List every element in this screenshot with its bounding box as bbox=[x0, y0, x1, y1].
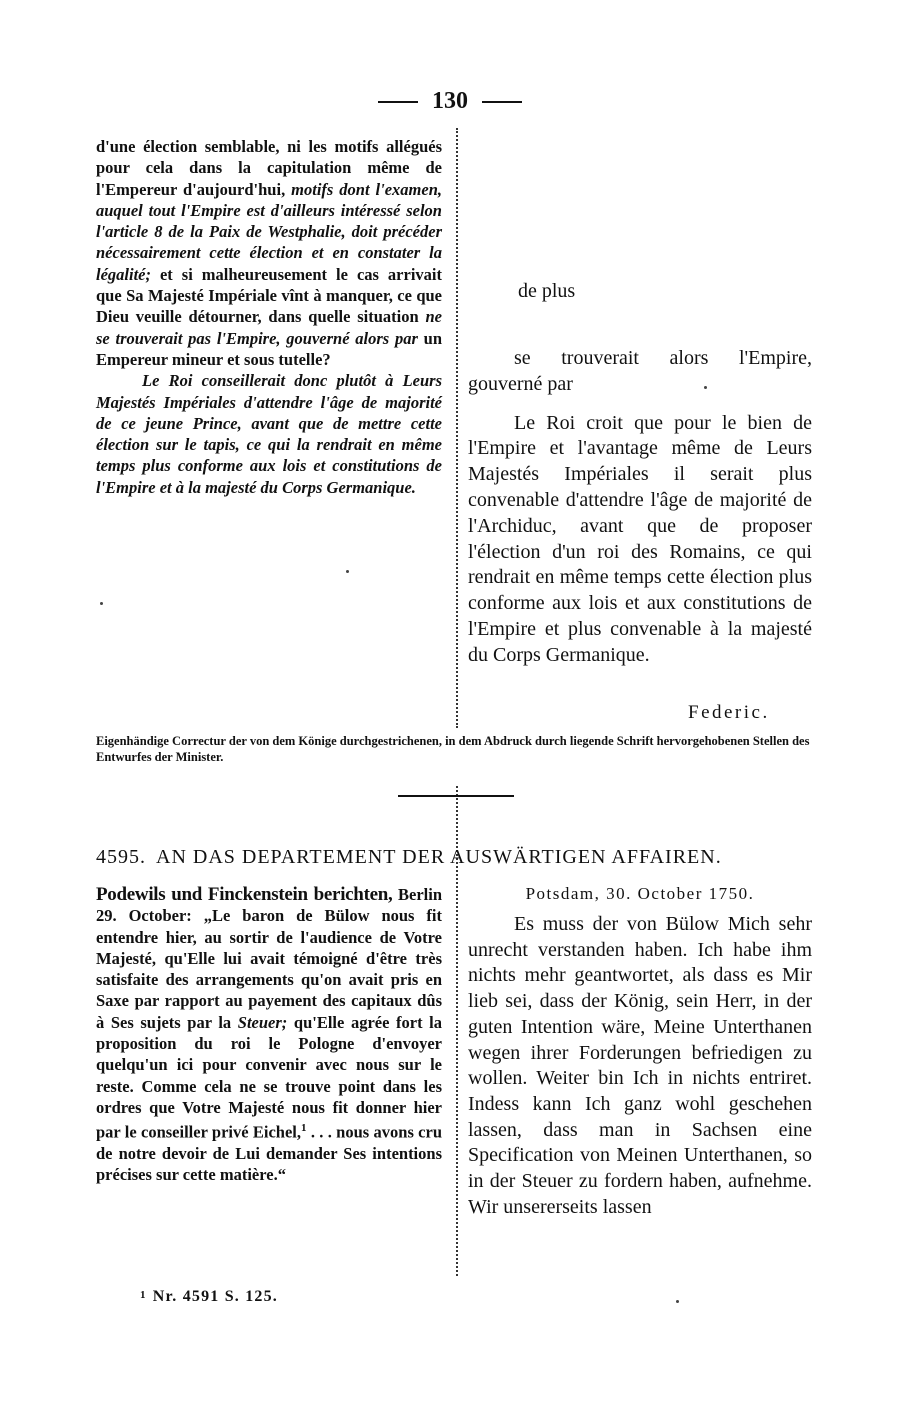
section-title: AN DAS DEPARTEMENT DER AUSWÄRTIGEN AFFAIREN. bbox=[156, 846, 722, 868]
draft-text: d'une élection semblable, ni les motifs allégués pour cela dans la capitulation même de l'Empereur d'aujourd'hui, bbox=[96, 137, 442, 199]
page-number-header bbox=[0, 88, 900, 115]
draft-text: un Empereur mineur et sous tutelle? bbox=[96, 328, 442, 369]
report-lead: Podewils und Finckenstein berichten, bbox=[96, 884, 393, 905]
section-number: 4595. bbox=[96, 846, 146, 868]
header-rule-right bbox=[482, 101, 522, 103]
page-number: 130 bbox=[432, 88, 468, 114]
section-separator bbox=[398, 795, 514, 797]
letter-body: Es muss der von Bülow Mich sehr unrecht verstanden haben. Ich habe ihm nichts mehr geantwortet, als dass es Mir lieb sei, dass der König, sein Herr, in der guten Intention wäre, Meine Unterthanen wegen ihrer Forderungen befriedigen zu wollen. Weiter bin Ich in nichts entriret. Indess kann Ich ganz wohl geschehen lassen, dass man in Sachsen eine Specification von Meinen Unterthanen, so in der Steuer zu fordern haben, aufnehme. Wir unsererseits lassen bbox=[468, 913, 812, 1218]
scan-speck bbox=[676, 1300, 679, 1303]
correction-de-plus: de plus bbox=[518, 280, 576, 302]
signature: Federic. bbox=[688, 702, 770, 723]
footnote-text: Nr. 4591 S. 125. bbox=[152, 1288, 278, 1305]
footnote bbox=[140, 1288, 278, 1306]
report-body: Berlin 29. October: „Le baron de Bülow nous fit entendre hier, au sortir de l'audience de Votre Majesté, qu'Elle lui avait témoigné d'être très satisfaite des arrangements qu'on avait pris en Saxe par rapport au payement des capitaux dûs à Ses sujets par la bbox=[96, 885, 443, 1032]
footnote-marker: 1 bbox=[301, 1122, 307, 1135]
draft-struck-text: ne se trouverait pas l'Empire, gouverné alors par bbox=[96, 307, 442, 348]
column-divider-top bbox=[456, 128, 458, 728]
dateline: Potsdam, 30. October 1750. bbox=[525, 884, 755, 903]
report-text bbox=[96, 884, 442, 1186]
correction-paragraph-2: Le Roi croit que pour le bien de l'Empire et l'avantage même de Leurs Majestés Impériales il serait plus convenable d'attendre l'âge de majorité de l'Archiduc, avant que de proposer l'élection d'un roi des Romains, ce qui rendrait en même temps cette élection plus conforme aux lois et aux constitutions de l'Empire et plus convenable à la majesté du Corps Germanique. bbox=[468, 411, 812, 666]
report-body: qu'Elle agrée fort la proposition du roi le Pologne d'envoyer quelqu'un ici pour convenir avec nous sur le reste. Comme cela ne se trouve point dans les ordres que Votre Majesté nous fit donner hier par le conseiller privé Eichel, bbox=[96, 1012, 443, 1142]
draft-paragraph-1 bbox=[96, 136, 442, 370]
scan-speck bbox=[346, 570, 349, 573]
correction-column bbox=[468, 346, 812, 669]
draft-paragraph-2: Le Roi conseillerait donc plutôt à Leurs Majestés Impériales d'attendre l'âge de majorité de ce jeune Prince, avant que de mettre cette élection sur le tapis, ce qui la rendrait en même temps plus conforme aux lois et constitutions de l'Empire et à la majesté du Corps Germanique. bbox=[96, 371, 442, 497]
report-italic: Steuer; bbox=[237, 1012, 288, 1032]
correction-paragraph-1: se trouverait alors l'Empire, gouverné par bbox=[468, 347, 812, 395]
draft-text-column bbox=[96, 136, 442, 498]
scan-speck bbox=[704, 386, 707, 389]
editorial-note: Eigenhändige Correctur der von dem Könige durchgestrichenen, in dem Abdruck durch liegende Schrift hervorgehobenen Stellen des Entwurfes der Minister. bbox=[96, 734, 810, 764]
letter-text bbox=[468, 912, 812, 1220]
section-heading bbox=[96, 846, 812, 869]
draft-struck-text: motifs dont l'examen, auquel tout l'Empire est d'ailleurs intéressé selon l'article 8 de la Paix de Westphalie, doit précéder nécessairement cette élection et en constater la légalité; bbox=[96, 179, 442, 284]
report-body: . . . nous avons cru de notre devoir de Lui demander Ses intentions précises sur cette matière.“ bbox=[96, 1122, 443, 1185]
scan-speck bbox=[100, 602, 103, 605]
header-rule-left bbox=[378, 101, 418, 103]
footnote-mark: 1 bbox=[140, 1289, 147, 1301]
draft-text: et si malheureusement le cas arrivait que Sa Majesté Impériale vînt à manquer, ce que Dieu veuille détourner, dans quelle situation bbox=[96, 264, 442, 327]
